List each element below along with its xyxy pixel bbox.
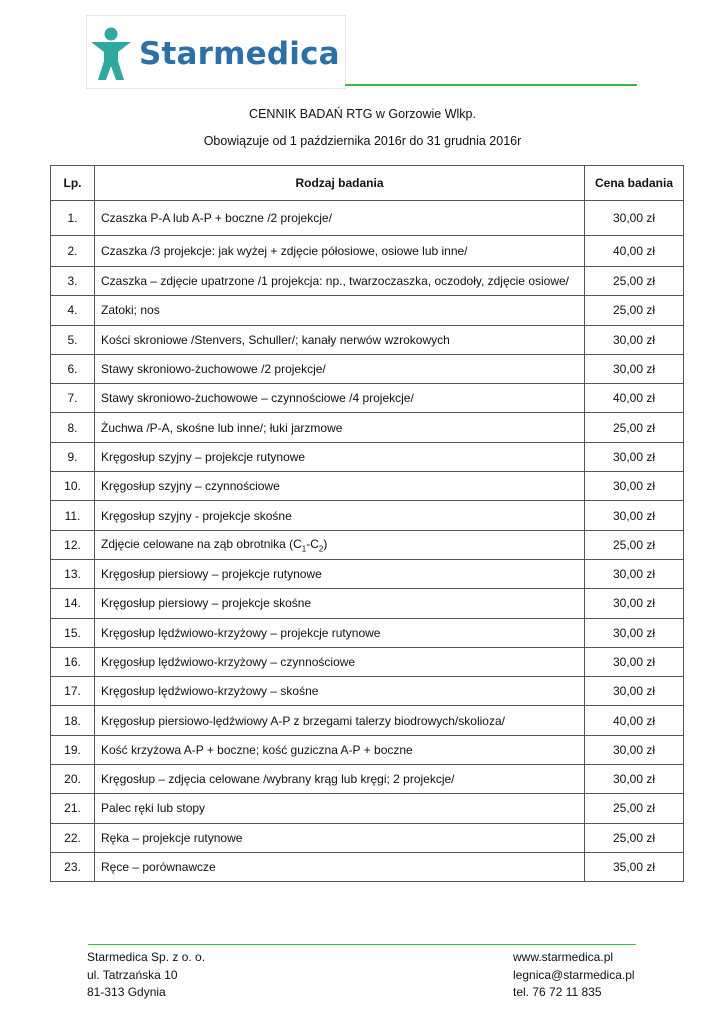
table-row [51,530,684,559]
table-row [51,706,684,735]
header-price: Cena badania [585,166,684,201]
footer-email: legnica@starmedica.pl [513,967,635,982]
table-header-row [51,166,684,201]
subscript-2: 2 [318,544,324,554]
table-row [51,589,684,618]
row-lp: 16. [51,647,95,676]
row-exam-name: Palec ręki lub stopy [95,794,585,823]
row-price: 40,00 zł [585,706,684,735]
row-lp: 12. [51,530,95,559]
table-row [51,852,684,881]
footer-contact [513,949,635,1002]
validity-period: Obowiązuje od 1 października 2016r do 31 grudnia 2016r [203,134,522,148]
footer-company-name: Starmedica Sp. z o. o. [87,950,206,964]
table-row [51,201,684,236]
company-logo [86,15,346,89]
row-price: 30,00 zł [585,589,684,618]
row-exam-name: Stawy skroniowo-żuchowowe /2 projekcje/ [95,354,585,383]
table-row [51,735,684,764]
row-exam-name: Kręgosłup piersiowo-lędźwiowy A-P z brzegami talerzy biodrowych/skolioza/ [95,706,585,735]
row-lp: 13. [51,559,95,588]
document-title: CENNIK BADAŃ RTG w Gorzowie Wlkp. [249,107,476,121]
row-lp: 14. [51,589,95,618]
table-row [51,794,684,823]
table-row [51,677,684,706]
table-row [51,236,684,267]
row-lp: 15. [51,618,95,647]
row-exam-name: Kręgosłup szyjny – czynnościowe [95,472,585,501]
price-table [50,165,684,882]
header-divider [345,84,637,86]
row-exam-name: Żuchwa /P-A, skośne lub inne/; łuki jarzmowe [95,413,585,442]
table-row [51,823,684,852]
subscript-1: 1 [301,544,307,554]
row-price: 30,00 zł [585,442,684,471]
row-exam-name: Czaszka P-A lub A-P + boczne /2 projekcje/ [95,201,585,236]
row-exam-name: Czaszka /3 projekcje: jak wyżej + zdjęcie półosiowe, osiowe lub inne/ [95,236,585,267]
row-price: 25,00 zł [585,794,684,823]
row-price: 25,00 zł [585,267,684,296]
row-lp: 6. [51,354,95,383]
footer-street: ul. Tatrzańska 10 [87,967,178,982]
table-row [51,325,684,354]
row-lp: 18. [51,706,95,735]
table-row [51,354,684,383]
row-lp: 10. [51,472,95,501]
row-lp: 23. [51,852,95,881]
row-price: 30,00 zł [585,559,684,588]
row-lp: 2. [51,236,95,267]
row-lp: 1. [51,201,95,236]
row-exam-name: Kręgosłup lędźwiowo-krzyżowy – czynnościowe [95,647,585,676]
row-lp: 4. [51,296,95,325]
row-exam-name: Stawy skroniowo-żuchowowe – czynnościowe /4 projekcje/ [95,384,585,413]
footer-phone: tel. 76 72 11 835 [513,985,602,999]
row-price: 40,00 zł [585,384,684,413]
row-price: 30,00 zł [585,618,684,647]
header-exam-type: Rodzaj badania [95,166,585,201]
row-price: 30,00 zł [585,501,684,530]
row-price: 25,00 zł [585,823,684,852]
row-lp: 11. [51,501,95,530]
row-price: 30,00 zł [585,647,684,676]
row-price: 40,00 zł [585,236,684,267]
row-exam-name: Kość krzyżowa A-P + boczne; kość guziczna A-P + boczne [95,735,585,764]
row-exam-name: Kręgosłup lędźwiowo-krzyżowy – skośne [95,677,585,706]
row-price: 25,00 zł [585,296,684,325]
row-exam-name [95,530,585,559]
row-exam-name: Ręce – porównawcze [95,852,585,881]
row-price: 35,00 zł [585,852,684,881]
table-row [51,618,684,647]
row-exam-name: Kręgosłup szyjny – projekcje rutynowe [95,442,585,471]
logo-wordmark: Starmedica [139,36,340,72]
row-exam-name: Ręka – projekcje rutynowe [95,823,585,852]
row-exam-name-suffix: ) [323,536,328,551]
row-price: 25,00 zł [585,530,684,559]
row-lp: 19. [51,735,95,764]
row-exam-name: Kręgosłup piersiowy – projekcje rutynowe [95,559,585,588]
row-exam-name: Kręgosłup piersiowy – projekcje skośne [95,589,585,618]
row-lp: 8. [51,413,95,442]
row-exam-name: Zatoki; nos [95,296,585,325]
row-exam-name: Kości skroniowe /Stenvers, Schuller/; kanały nerwów wzrokowych [95,325,585,354]
table-row [51,296,684,325]
row-price: 30,00 zł [585,677,684,706]
row-lp: 9. [51,442,95,471]
header-lp: Lp. [51,166,95,201]
row-exam-name: Kręgosłup – zdjęcia celowane /wybrany krąg lub kręgi; 2 projekcje/ [95,765,585,794]
footer-city: 81-313 Gdynia [87,985,166,999]
row-exam-name: Kręgosłup lędźwiowo-krzyżowy – projekcje rutynowe [95,618,585,647]
row-exam-name-text: Zdjęcie celowane na ząb obrotnika (C [101,536,302,551]
row-price: 25,00 zł [585,413,684,442]
row-lp: 5. [51,325,95,354]
row-lp: 21. [51,794,95,823]
table-row [51,442,684,471]
row-lp: 22. [51,823,95,852]
row-price: 30,00 zł [585,325,684,354]
footer-website: www.starmedica.pl [513,950,614,964]
table-row [51,559,684,588]
row-lp: 3. [51,267,95,296]
footer-divider [88,944,636,945]
row-lp: 20. [51,765,95,794]
row-exam-name-mid: -C [306,536,319,551]
row-price: 30,00 zł [585,201,684,236]
table-row [51,384,684,413]
row-exam-name: Kręgosłup szyjny - projekcje skośne [95,501,585,530]
row-exam-name: Czaszka – zdjęcie upatrzone /1 projekcja: np., twarzoczaszka, oczodoły, zdjęcie osiowe/ [95,267,585,296]
row-price: 30,00 zł [585,354,684,383]
footer-address [87,949,205,1002]
row-price: 30,00 zł [585,472,684,501]
row-lp: 7. [51,384,95,413]
table-row [51,413,684,442]
row-price: 30,00 zł [585,735,684,764]
table-row [51,647,684,676]
row-lp: 17. [51,677,95,706]
table-row [51,765,684,794]
person-star-logo-icon [89,25,133,83]
table-row [51,472,684,501]
row-price: 30,00 zł [585,765,684,794]
table-row [51,267,684,296]
table-row [51,501,684,530]
